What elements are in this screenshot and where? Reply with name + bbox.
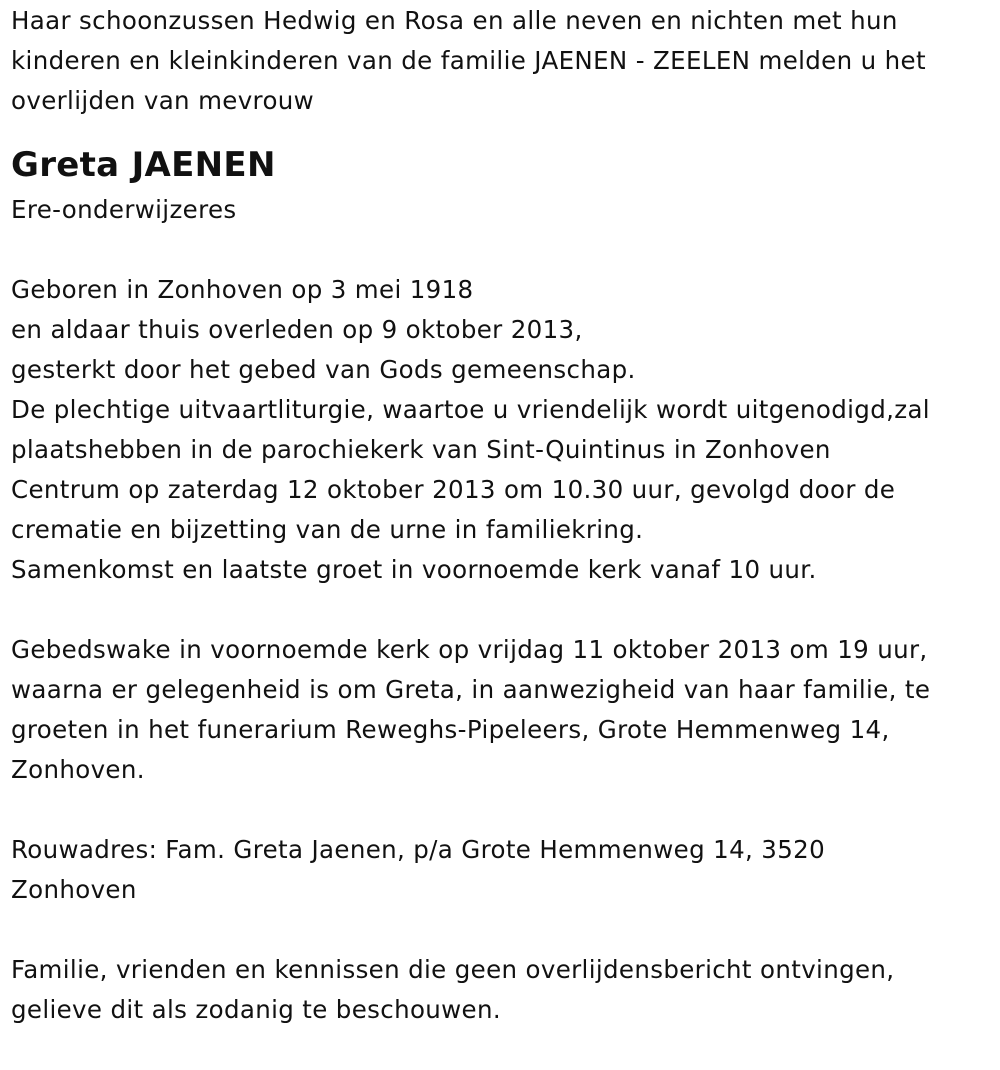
wake-line: waarna er gelegenheid is om Greta, in aanwezigheid van haar familie, te [11, 675, 931, 704]
closing-paragraph [11, 950, 996, 1030]
details-line: crematie en bijzetting van de urne in familiekring. [11, 515, 644, 544]
deceased-name: Greta JAENEN [11, 145, 276, 185]
details-line: en aldaar thuis overleden op 9 oktober 2013, [11, 315, 583, 344]
intro-paragraph [11, 1, 996, 121]
details-paragraph [11, 270, 996, 590]
wake-line: groeten in het funerarium Reweghs-Pipeleers, Grote Hemmenweg 14, [11, 715, 890, 744]
intro-line: kinderen en kleinkinderen van de familie JAENEN - ZEELEN melden u het [11, 46, 926, 75]
closing-line: gelieve dit als zodanig te beschouwen. [11, 995, 501, 1024]
details-line: De plechtige uitvaartliturgie, waartoe u vriendelijk wordt uitgenodigd,zal [11, 395, 930, 424]
spacer [11, 230, 996, 270]
intro-line: Haar schoonzussen Hedwig en Rosa en alle neven en nichten met hun [11, 6, 898, 35]
intro-line: overlijden van mevrouw [11, 86, 315, 115]
address-line: Zonhoven [11, 875, 137, 904]
details-line: gesterkt door het gebed van Gods gemeenschap. [11, 355, 636, 384]
closing-line: Familie, vrienden en kennissen die geen overlijdensbericht ontvingen, [11, 955, 895, 984]
details-line: Samenkomst en laatste groet in voornoemde kerk vanaf 10 uur. [11, 555, 817, 584]
obituary-notice [11, 0, 996, 1030]
wake-line: Zonhoven. [11, 755, 145, 784]
address-paragraph [11, 830, 996, 910]
deceased-title: Ere-onderwijzeres [11, 195, 237, 224]
spacer [11, 790, 996, 830]
details-line: plaatshebben in de parochiekerk van Sint-Quintinus in Zonhoven [11, 435, 831, 464]
details-line: Centrum op zaterdag 12 oktober 2013 om 10.30 uur, gevolgd door de [11, 475, 896, 504]
spacer [11, 910, 996, 950]
wake-paragraph [11, 630, 996, 790]
address-line: Rouwadres: Fam. Greta Jaenen, p/a Grote Hemmenweg 14, 3520 [11, 835, 826, 864]
wake-line: Gebedswake in voornoemde kerk op vrijdag 11 oktober 2013 om 19 uur, [11, 635, 928, 664]
details-line: Geboren in Zonhoven op 3 mei 1918 [11, 275, 474, 304]
spacer [11, 590, 996, 630]
